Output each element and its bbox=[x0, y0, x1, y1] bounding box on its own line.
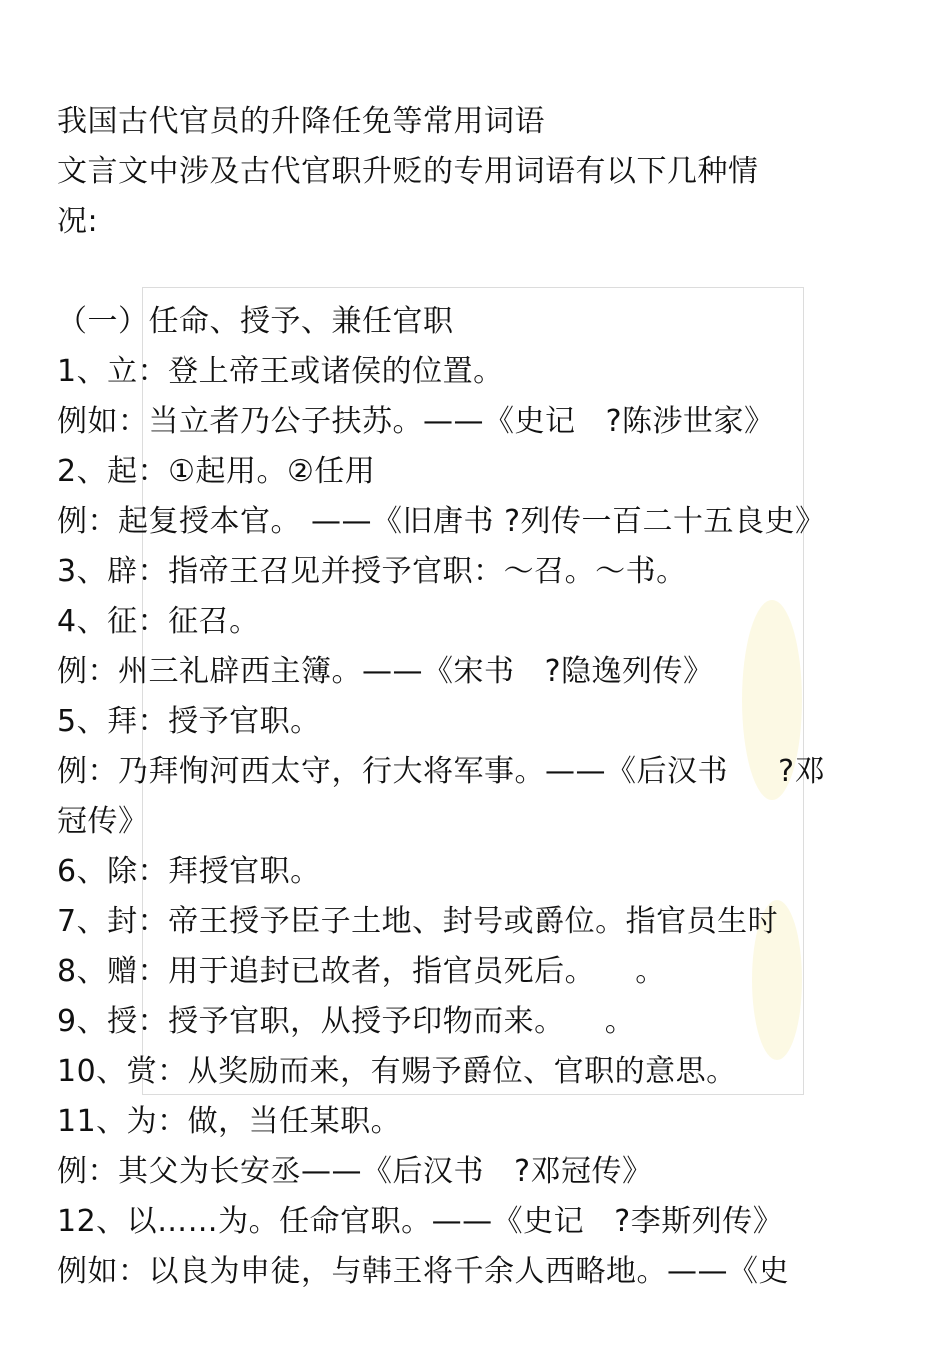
text-line: 冠传》 bbox=[57, 804, 149, 839]
text-line: 例：起复授本官。 ——《旧唐书 ?列传一百二十五良史》 bbox=[57, 504, 826, 539]
text-line: 6、除：拜授官职。 bbox=[57, 854, 321, 889]
text-line: 例如：当立者乃公子扶苏。——《史记 ?陈涉世家》 bbox=[57, 404, 775, 439]
intro-line: 文言文中涉及古代官职升贬的专用词语有以下几种情 bbox=[57, 154, 759, 189]
text-line: 8、赠：用于追封已故者，指官员死后。 。 bbox=[57, 954, 666, 989]
section-heading: （一）任命、授予、兼任官职 bbox=[57, 304, 454, 339]
text-line: 4、征：征召。 bbox=[57, 604, 260, 639]
text-line: 2、起：①起用。②任用 bbox=[57, 454, 376, 489]
text-line: 12、以……为。任命官职。——《史记 ?李斯列传》 bbox=[57, 1204, 784, 1239]
text-line: 3、辟：指帝王召见并授予官职：～召。～书。 bbox=[57, 554, 687, 589]
text-line: 9、授：授予官职，从授予印物而来。 。 bbox=[57, 1004, 636, 1039]
blank-line bbox=[57, 247, 917, 297]
text-line: 7、封：帝王授予臣子土地、封号或爵位。指官员生时 bbox=[57, 904, 779, 939]
intro-line: 况: bbox=[57, 204, 99, 239]
text-line: 5、拜：授予官职。 bbox=[57, 704, 321, 739]
text-line: 例：其父为长安丞——《后汉书 ?邓冠传》 bbox=[57, 1154, 653, 1189]
document-title: 我国古代官员的升降任免等常用词语 bbox=[57, 104, 545, 139]
text-line: 1、立：登上帝王或诸侯的位置。 bbox=[57, 354, 504, 389]
document-body bbox=[57, 97, 917, 1297]
text-line: 例：乃拜恂河西太守，行大将军事。——《后汉书 ?邓 bbox=[57, 754, 826, 789]
text-line: 10、赏：从奖励而来，有赐予爵位、官职的意思。 bbox=[57, 1054, 737, 1089]
text-line: 11、为：做，当任某职。 bbox=[57, 1104, 402, 1139]
text-line: 例如：以良为申徒，与韩王将千余人西略地。——《史 bbox=[57, 1254, 789, 1289]
text-line: 例：州三礼辟西主簿。——《宋书 ?隐逸列传》 bbox=[57, 654, 714, 689]
